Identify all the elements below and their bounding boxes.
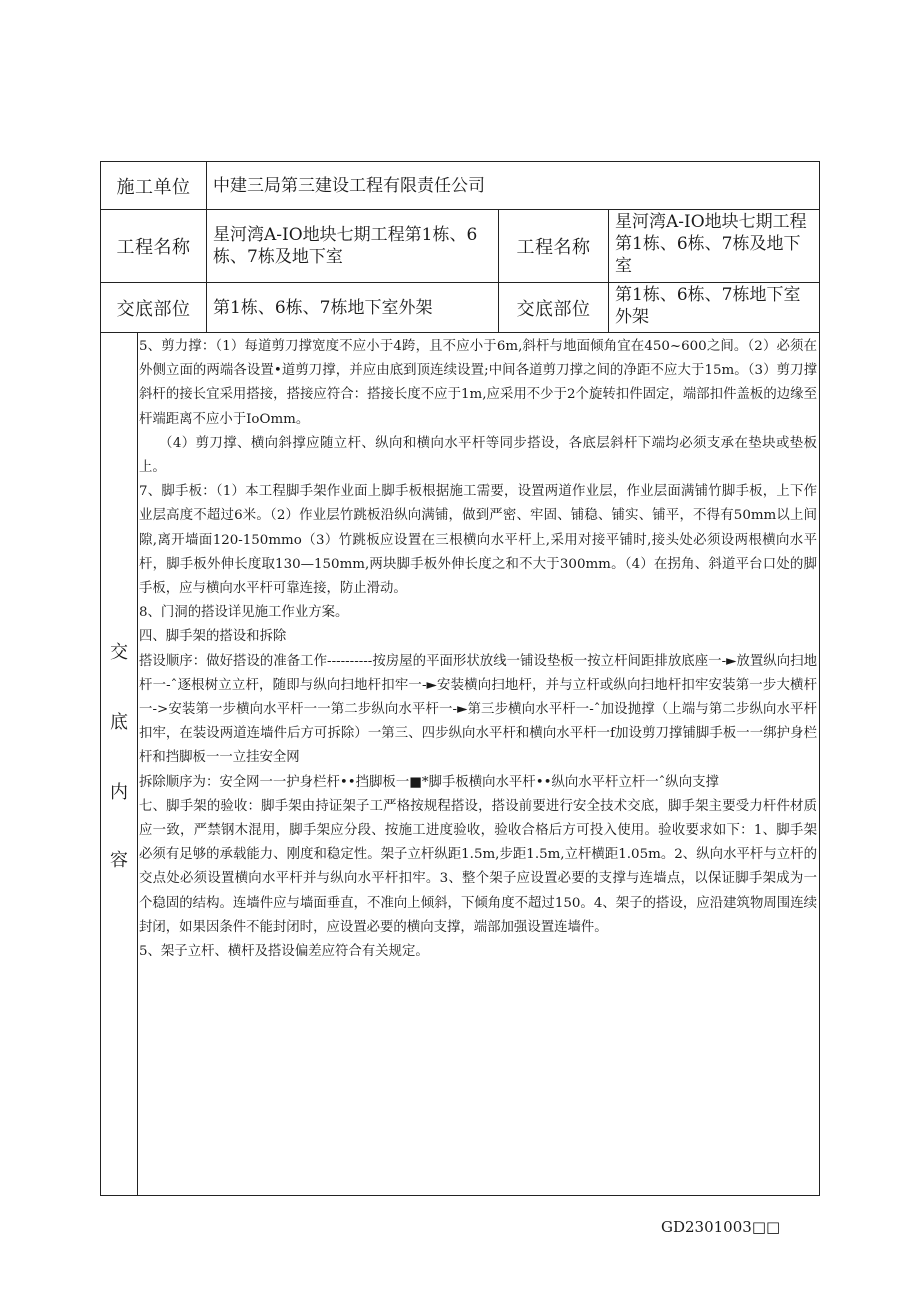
disclosure-content-text — [138, 335, 819, 964]
project-name-label-2: 工程名称 — [499, 210, 609, 282]
construction-unit-row — [101, 162, 819, 210]
location-value-2: 第1栋、6栋、7栋地下室外架 — [615, 285, 801, 327]
paragraph-section-four: 四、脚手架的搭设和拆除 — [139, 629, 287, 645]
project-name-label: 工程名称 — [101, 210, 207, 282]
paragraph-scaffold-board: 7、脚手板：（1）本工程脚手架作业面上脚手板根据施工需要，设置两道作业层，作业层面满铺竹脚手板，上下作业层高度不超过6米。（2）作业层竹跳板沿纵向满铺，做到严密、牢固、铺稳、铺实、铺平，不得有50mm以上间隙,离开墙面120-150mmo（3）竹跳板应设置在三根横向水平杆上,采用对接平铺时,接头处必须设两根横向水平杆，脚手板外伸长度取130—150mm,两块脚手板外伸长度之和不大于300mm。（4）在拐角、斜道平台口处的脚手板，应与横向水平杆可靠连接，防止滑动。 — [139, 484, 817, 597]
location-label-2: 交底部位 — [499, 283, 609, 332]
side-label-char: 容 — [110, 850, 128, 871]
paragraph-scissor-brace-4: （4）剪刀撑、横向斜撑应随立杆、纵向和横向水平杆等同步搭设，各底层斜杆下端均必须支承在垫块或垫板上。 — [139, 435, 817, 476]
project-name-value-2: 星河湾A-IO地块七期工程第1栋、6栋、7栋及地下室 — [615, 212, 807, 276]
paragraph-erection-sequence: 搭设顺序：做好搭设的准备工作----------按房屋的平面形状放线一铺设垫板一按立杆间距排放底座一-►放置纵向扫地杆一-ˆ逐根树立立杆，随即与纵向扫地杆扣牢一-►安装横向扫地杆，并与立杆或纵向扫地杆扣牢安装第一步大横杆一->安装第一步横向水平杆一一第二步纵向水平杆一-►第三步横向水平杆一-ˆ加设抛撑（上端与第二步纵向水平杆扣牢，在装设两道连墙件后方可拆除）一第三、四步纵向水平杆和横向水平杆一f加设剪刀撑铺脚手板一一绑护身栏杆和挡脚板一一立挂安全网 — [139, 653, 817, 766]
side-label-char: 交 — [110, 642, 128, 663]
paragraph-tolerance: 5、架子立杆、横杆及搭设偏差应符合有关规定。 — [139, 944, 429, 960]
location-row — [101, 283, 819, 333]
construction-unit-label: 施工单位 — [101, 162, 207, 209]
project-name-row — [101, 210, 819, 283]
paragraph-door-opening: 8、门洞的搭设详见施工作业方案。 — [139, 605, 349, 621]
side-label-char: 内 — [110, 782, 128, 803]
disclosure-form-table — [100, 161, 820, 1196]
location-label: 交底部位 — [101, 283, 207, 332]
disclosure-content-row — [101, 333, 819, 1195]
paragraph-scissor-brace: 5、剪力撑：（1）每道剪刀撑宽度不应小于4跨，且不应小于6m,斜杆与地面倾角宜在450~600之间。（2）必须在外侧立面的两端各设置•道剪刀撑，并应由底到顶连续设置;中间各道剪刀撑之间的净距不应大于15m。（3）剪刀撑斜杆的接长宜采用搭接，搭接应符合：搭接长度不应于1m,应采用不少于2个旋转扣件固定，端部扣件盖板的边缘至杆端距离不应小于IoOmm。 — [139, 339, 817, 427]
paragraph-dismantle-sequence: 拆除顺序为：安全网一一护身栏杆••挡脚板一■*脚手板横向水平杆••纵向水平杆立杆一ˆ纵向支撑 — [139, 774, 719, 790]
paragraph-acceptance: 七、脚手架的验收：脚手架由持证架子工严格按规程搭设，搭设前要进行安全技术交底，脚手架主要受力杆件材质应一致，严禁钢木混用，脚手架应分段、按施工进度验收，验收合格后方可投入使用。验收要求如下：1、脚手架必须有足够的承载能力、刚度和稳定性。架子立杆纵距1.5m,步距1.5m,立杆横距1.05m。2、纵向水平杆与立杆的交点处必须设置横向水平杆并与纵向水平杆扣牢。3、整个架子应设置必要的支撑与连墙点，以保证脚手架成为一个稳固的结构。连墙件应与墙面垂直，不准向上倾斜，下倾角度不超过150。4、架子的搭设，应沿建筑物周围连续封闭，如果因条件不能封闭时，应设置必要的横向支撑，端部加强设置连墙件。 — [139, 798, 817, 935]
project-name-value: 星河湾A-IO地块七期工程第1栋、6栋、7栋及地下室 — [207, 210, 499, 282]
side-label-char: 底 — [110, 712, 128, 733]
document-code: GD2301003□□ — [661, 1218, 781, 1236]
disclosure-content-label — [101, 333, 138, 1195]
construction-unit-value: 中建三局第三建设工程有限责任公司 — [213, 175, 485, 196]
location-value: 第1栋、6栋、7栋地下室外架 — [207, 283, 499, 332]
